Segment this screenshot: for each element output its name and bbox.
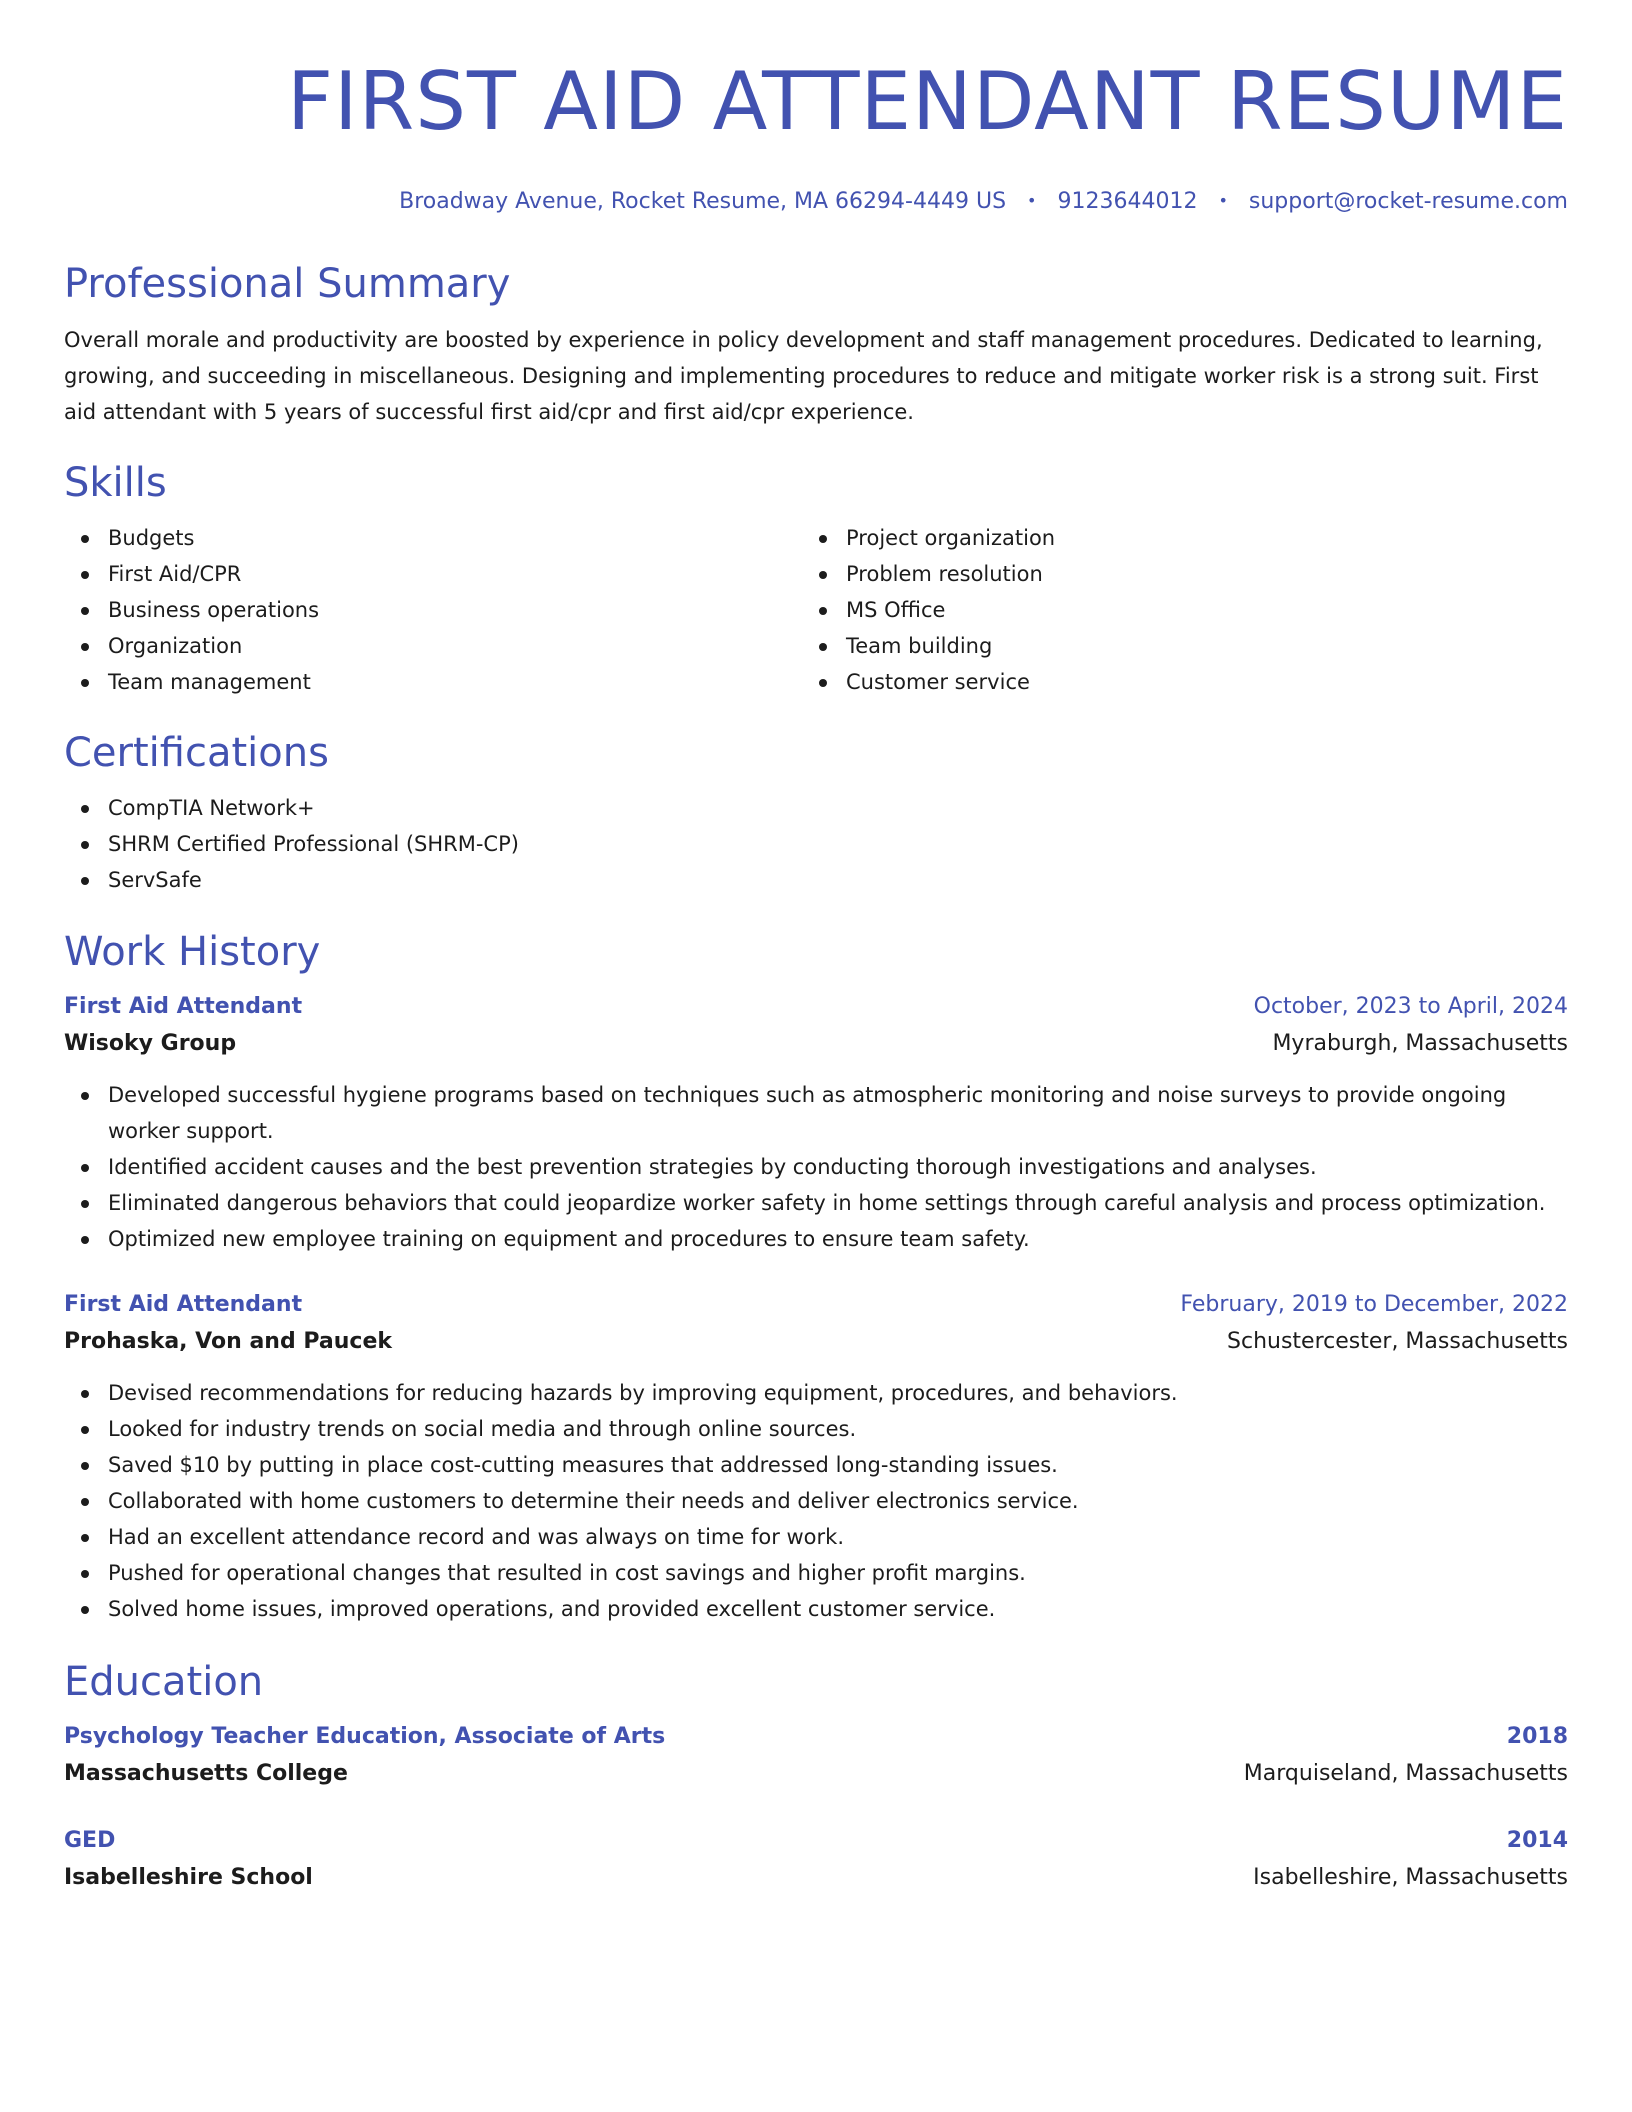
work-history-heading: Work History	[64, 929, 321, 975]
job-title-row	[64, 989, 1568, 1025]
skill-item: Business operations	[64, 592, 802, 628]
skill-item: First Aid/CPR	[64, 556, 802, 592]
job-entry	[64, 1287, 1568, 1627]
resume-header	[64, 0, 1568, 217]
education-section	[64, 1657, 1568, 1897]
summary-section	[64, 259, 1568, 430]
job-company: Prohaska, Von and Paucek	[64, 1329, 392, 1354]
skill-item: Team building	[802, 628, 1540, 664]
skill-item: MS Office	[802, 592, 1540, 628]
skills-section	[64, 458, 1568, 700]
skill-item: Project organization	[802, 520, 1540, 556]
job-title: First Aid Attendant	[64, 994, 303, 1019]
skill-item: Team management	[64, 664, 802, 700]
job-duties	[64, 1375, 1568, 1627]
job-duty-item: Collaborated with home customers to determine their needs and deliver electronics service.	[64, 1483, 1568, 1519]
job-company-row	[64, 1323, 1568, 1361]
education-entry	[64, 1823, 1568, 1897]
education-heading: Education	[64, 1659, 264, 1705]
job-duty-item: Identified accident causes and the best prevention strategies by conducting thorough investigations and analyses.	[64, 1149, 1568, 1185]
education-degree-row	[64, 1823, 1568, 1859]
job-duty-item: Eliminated dangerous behaviors that could jeopardize worker safety in home settings through careful analysis and process optimization.	[64, 1185, 1568, 1221]
job-duty-item: Pushed for operational changes that resulted in cost savings and higher profit margins.	[64, 1555, 1568, 1591]
job-duties	[64, 1077, 1568, 1257]
job-location: Myraburgh, Massachusetts	[1272, 1031, 1568, 1056]
job-duty-item: Devised recommendations for reducing hazards by improving equipment, procedures, and behaviors.	[64, 1375, 1568, 1411]
skill-item: Customer service	[802, 664, 1540, 700]
skills-grid	[64, 520, 1568, 700]
education-location: Marquiseland, Massachusetts	[1243, 1761, 1568, 1786]
contact-line	[64, 186, 1568, 217]
job-duty-item: Developed successful hygiene programs based on techniques such as atmospheric monitoring and noise surveys to provide ongoing worker support.	[64, 1077, 1568, 1149]
job-duty-item: Optimized new employee training on equipment and procedures to ensure team safety.	[64, 1221, 1568, 1257]
contact-separator: •	[1027, 191, 1037, 210]
job-entry	[64, 989, 1568, 1257]
education-school: Isabelleshire School	[64, 1865, 313, 1890]
job-duty-item: Saved $10 by putting in place cost-cutting measures that addressed long-standing issues.	[64, 1447, 1568, 1483]
job-location: Schustercester, Massachusetts	[1227, 1329, 1568, 1354]
certifications-heading: Certifications	[64, 730, 329, 776]
education-school-row	[64, 1755, 1568, 1793]
skills-list-right	[802, 520, 1540, 700]
job-duty-item: Had an excellent attendance record and was always on time for work.	[64, 1519, 1568, 1555]
education-degree: GED	[64, 1828, 116, 1853]
job-company-row	[64, 1025, 1568, 1063]
contact-separator: •	[1218, 191, 1228, 210]
certifications-list	[64, 790, 1568, 898]
certification-item: CompTIA Network+	[64, 790, 1568, 826]
certification-item: SHRM Certified Professional (SHRM-CP)	[64, 826, 1568, 862]
summary-text: Overall morale and productivity are boosted by experience in policy development and staff management procedures. Dedicated to learning, growing, and succeeding in miscellaneous. Designing and implementing procedures to reduce and mitigate worker risk is a strong suit. First aid attendant with 5 years of successful first aid/cpr and first aid/cpr experience.	[64, 328, 1543, 424]
job-duty-item: Solved home issues, improved operations, and provided excellent customer service.	[64, 1591, 1568, 1627]
contact-email: support@rocket-resume.com	[1248, 189, 1568, 214]
contact-phone: 9123644012	[1057, 189, 1198, 214]
education-year: 2014	[1506, 1828, 1568, 1853]
certifications-section	[64, 728, 1568, 898]
education-year: 2018	[1506, 1724, 1568, 1749]
work-history-section	[64, 927, 1568, 1627]
job-title-row	[64, 1287, 1568, 1323]
certification-item: ServSafe	[64, 862, 1568, 898]
resume-title: FIRST AID ATTENDANT RESUME	[287, 55, 1568, 148]
job-duty-item: Looked for industry trends on social media and through online sources.	[64, 1411, 1568, 1447]
education-degree: Psychology Teacher Education, Associate of Arts	[64, 1724, 666, 1749]
job-dates: October, 2023 to April, 2024	[1253, 994, 1568, 1019]
job-company: Wisoky Group	[64, 1031, 237, 1056]
skills-heading: Skills	[64, 460, 167, 506]
contact-address: Broadway Avenue, Rocket Resume, MA 66294-4449 US	[399, 189, 1007, 214]
skill-item: Budgets	[64, 520, 802, 556]
skill-item: Problem resolution	[802, 556, 1540, 592]
education-school-row	[64, 1859, 1568, 1897]
education-entry	[64, 1719, 1568, 1793]
job-dates: February, 2019 to December, 2022	[1180, 1292, 1568, 1317]
skill-item: Organization	[64, 628, 802, 664]
education-school: Massachusetts College	[64, 1761, 348, 1786]
skills-list-left	[64, 520, 802, 700]
education-degree-row	[64, 1719, 1568, 1755]
job-title: First Aid Attendant	[64, 1292, 303, 1317]
summary-heading: Professional Summary	[64, 261, 511, 307]
education-location: Isabelleshire, Massachusetts	[1253, 1865, 1568, 1890]
